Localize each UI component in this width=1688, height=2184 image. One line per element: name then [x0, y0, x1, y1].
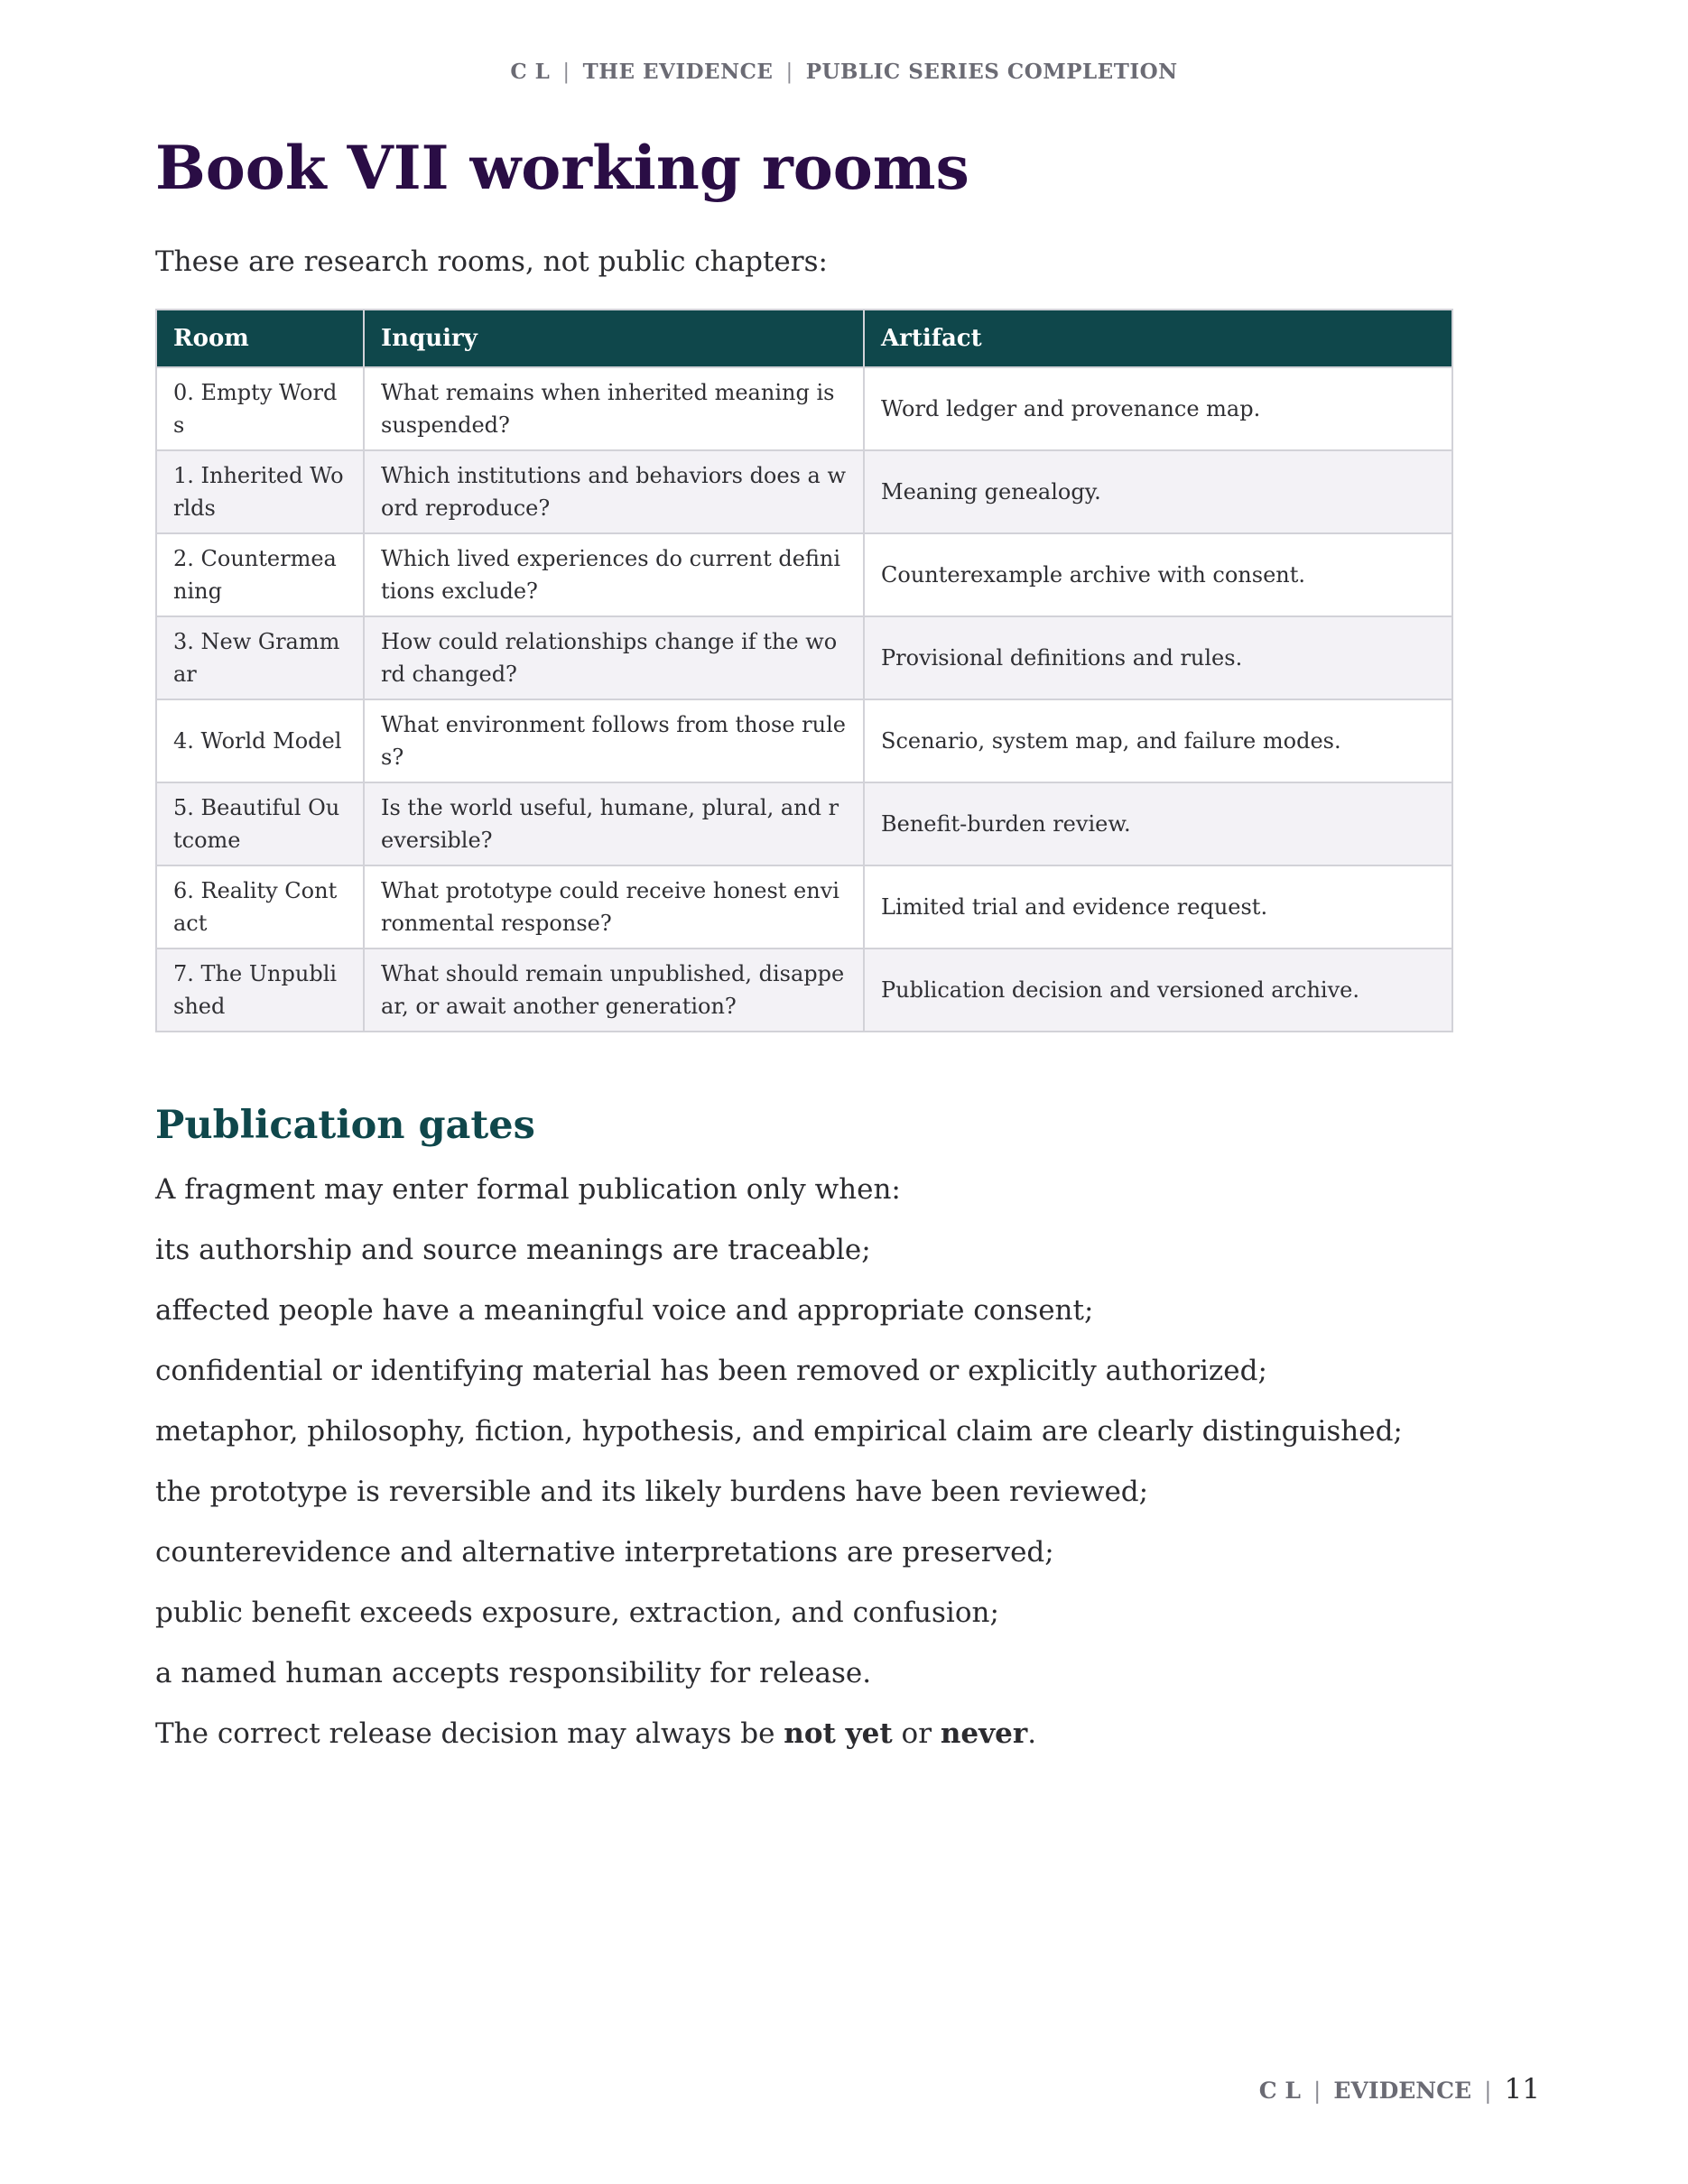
emphasis-never: never: [940, 1717, 1028, 1750]
table-row: [156, 949, 1452, 1032]
table-header-row: [156, 310, 1452, 367]
table-row: [156, 865, 1452, 949]
room-cell: 1. Inherited Worlds: [156, 450, 364, 533]
inquiry-cell: Is the world useful, humane, plural, and reversible?: [364, 782, 864, 865]
table-row: [156, 616, 1452, 699]
table-row: [156, 367, 1452, 450]
footer-separator: |: [1484, 2078, 1492, 2104]
inquiry-cell: What prototype could receive honest environmental response?: [364, 865, 864, 949]
header-section: PUBLIC SERIES COMPLETION: [805, 60, 1178, 84]
footer-author: C L: [1258, 2078, 1301, 2104]
section-heading: Publication gates: [155, 1103, 535, 1148]
closing-suffix: .: [1027, 1717, 1037, 1750]
room-cell: 4. World Model: [156, 699, 364, 782]
inquiry-cell: How could relationships change if the word changed?: [364, 616, 864, 699]
table-row: [156, 533, 1452, 616]
gate-item: a named human accepts responsibility for release.: [155, 1657, 872, 1689]
table-row: [156, 782, 1452, 865]
gate-item: counterevidence and alternative interpretations are preserved;: [155, 1536, 1054, 1569]
header-author: C L: [510, 60, 551, 84]
room-cell: 0. Empty Words: [156, 367, 364, 450]
page-title: Book VII working rooms: [155, 133, 969, 203]
room-cell: 7. The Unpublished: [156, 949, 364, 1032]
intro-text: These are research rooms, not public chapters:: [155, 245, 828, 278]
footer-label: EVIDENCE: [1333, 2078, 1472, 2104]
artifact-cell: Meaning genealogy.: [864, 450, 1452, 533]
artifact-cell: Word ledger and provenance map.: [864, 367, 1452, 450]
column-header-room: Room: [156, 310, 364, 367]
closing-prefix: The correct release decision may always be: [155, 1717, 784, 1750]
footer-separator: |: [1312, 2078, 1322, 2104]
inquiry-cell: What environment follows from those rules?: [364, 699, 864, 782]
gate-item: affected people have a meaningful voice and appropriate consent;: [155, 1294, 1094, 1327]
artifact-cell: Limited trial and evidence request.: [864, 865, 1452, 949]
gate-item: confidential or identifying material has been removed or explicitly authorized;: [155, 1355, 1267, 1387]
room-cell: 5. Beautiful Outcome: [156, 782, 364, 865]
artifact-cell: Benefit-burden review.: [864, 782, 1452, 865]
emphasis-not-yet: not yet: [784, 1717, 893, 1750]
artifact-cell: Provisional definitions and rules.: [864, 616, 1452, 699]
header-separator: |: [785, 60, 793, 84]
working-rooms-table: [155, 309, 1453, 1032]
column-header-inquiry: Inquiry: [364, 310, 864, 367]
inquiry-cell: What remains when inherited meaning is suspended?: [364, 367, 864, 450]
room-cell: 2. Countermeaning: [156, 533, 364, 616]
table-row: [156, 450, 1452, 533]
running-footer: [1259, 2073, 1540, 2105]
room-cell: 3. New Grammar: [156, 616, 364, 699]
gate-item: its authorship and source meanings are traceable;: [155, 1234, 871, 1266]
gate-item: metaphor, philosophy, fiction, hypothesis, and empirical claim are clearly distinguished;: [155, 1415, 1403, 1448]
table-row: [156, 699, 1452, 782]
gate-item: public benefit exceeds exposure, extraction, and confusion;: [155, 1596, 999, 1629]
header-series: THE EVIDENCE: [582, 60, 774, 84]
gates-lead: A fragment may enter formal publication only when:: [155, 1173, 901, 1206]
closing-sentence: [155, 1717, 1509, 1778]
header-separator: |: [562, 60, 570, 84]
artifact-cell: Counterexample archive with consent.: [864, 533, 1452, 616]
column-header-artifact: Artifact: [864, 310, 1452, 367]
gate-item: the prototype is reversible and its likely burdens have been reviewed;: [155, 1476, 1149, 1508]
closing-middle: or: [892, 1717, 941, 1750]
publication-gates-list: [155, 1173, 1509, 1778]
running-header: [0, 60, 1688, 84]
inquiry-cell: Which institutions and behaviors does a word reproduce?: [364, 450, 864, 533]
room-cell: 6. Reality Contact: [156, 865, 364, 949]
inquiry-cell: Which lived experiences do current definitions exclude?: [364, 533, 864, 616]
inquiry-cell: What should remain unpublished, disappear, or await another generation?: [364, 949, 864, 1032]
artifact-cell: Publication decision and versioned archive.: [864, 949, 1452, 1032]
page-number: 11: [1504, 2073, 1540, 2105]
artifact-cell: Scenario, system map, and failure modes.: [864, 699, 1452, 782]
